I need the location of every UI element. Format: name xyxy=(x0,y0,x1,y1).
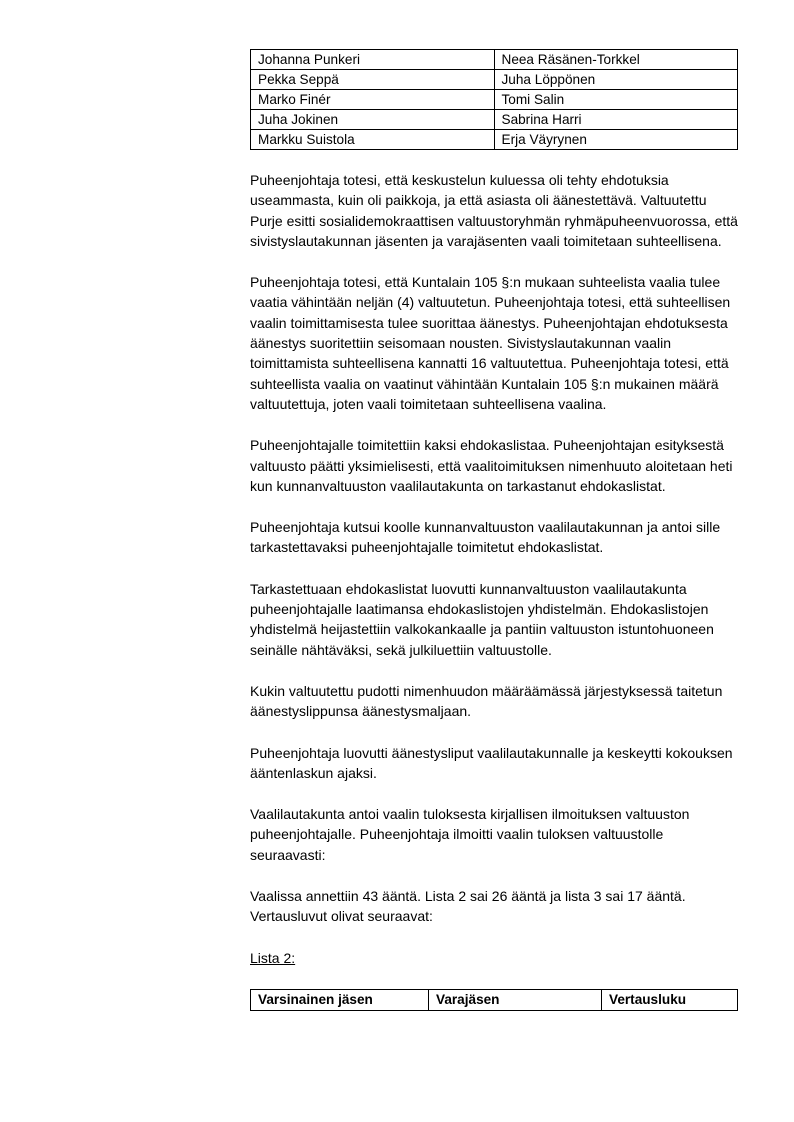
table-row xyxy=(251,130,738,150)
paragraph-combined-lists: Tarkastettuaan ehdokaslistat luovutti kunnanvaltuuston vaalilautakunta puheenjohtajalle laatimansa ehdokaslistojen yhdistelmän. Ehdokaslistojen yhdistelmä heijastettiin valkokankaalle ja pantiin valtuuston istuntohuoneen seinälle nähtäväksi, sekä julkiluettiin valtuustolle. xyxy=(250,580,714,658)
table-header-row xyxy=(251,989,738,1010)
table-row xyxy=(251,110,738,130)
paragraph-proposals: Puheenjohtaja totesi, että keskustelun kuluessa oli tehty ehdotuksia useammasta, kuin oli paikkoja, ja että asiasta oli äänestettävä. Valtuutettu Purje esitti sosialidemokraattisen valtuustoryhmän ryhmäpuheenvuorossa, että sivistyslautakunnan jäsenten ja varajäsenten vaali toimitetaan suhteellisena. xyxy=(250,172,738,249)
deputy-name: Tomi Salin xyxy=(494,90,738,110)
member-name: Markku Suistola xyxy=(251,130,495,150)
paragraph-election-board: Puheenjohtaja kutsui koolle kunnanvaltuuston vaalilautakunnan ja antoi sille tarkastettavaksi puheenjohtajalle toimitetut ehdokaslistat. xyxy=(250,519,721,556)
column-header-member: Varsinainen jäsen xyxy=(251,989,429,1010)
paragraph-vote-totals: Vaalissa annettiin 43 ääntä. Lista 2 sai 26 ääntä ja lista 3 sai 17 ääntä. Vertausluvut olivat seuraavat: xyxy=(250,888,686,925)
paragraph-candidate-lists: Puheenjohtajalle toimitettiin kaksi ehdokaslistaa. Puheenjohtajan esityksestä valtuusto päätti yksimielisesti, että vaalitoimituksen nimenhuuto aloitetaan heti kun kunnanvaltuuston vaalilautakunta on tarkastanut ehdokaslistat. xyxy=(250,437,733,494)
paragraph-result-notice: Vaalilautakunta antoi vaalin tuloksesta kirjallisen ilmoituksen valtuuston puheenjohtajalle. Puheenjohtaja ilmoitti vaalin tuloksen valtuustolle seuraavasti: xyxy=(250,806,690,863)
paragraph-counting: Puheenjohtaja luovutti äänestysliput vaalilautakunnalle ja keskeytti kokouksen ääntenlaskun ajaksi. xyxy=(250,744,733,781)
document-page xyxy=(250,49,738,1011)
deputy-name: Neea Räsänen-Torkkel xyxy=(494,50,738,70)
list-heading: Lista 2: xyxy=(250,949,296,966)
table-row xyxy=(251,50,738,70)
member-pairs-table xyxy=(250,49,738,150)
deputy-name: Erja Väyrynen xyxy=(494,130,738,150)
deputy-name: Juha Löppönen xyxy=(494,70,738,90)
table-row xyxy=(251,90,738,110)
member-name: Marko Finér xyxy=(251,90,495,110)
member-name: Juha Jokinen xyxy=(251,110,495,130)
deputy-name: Sabrina Harri xyxy=(494,110,738,130)
paragraph-vote-on-proportional: Puheenjohtaja totesi, että Kuntalain 105 §:n mukaan suhteelista vaalia tulee vaatia vähintään neljän (4) valtuutetun. Puheenjohtaja totesi, että suhteellisen vaalin toimittamisesta tulee suorittaa äänestys. Puheenjohtajan ehdotuksesta äänestys suoritettiin seisomaan nousten. Sivistyslautakunnan vaalin toimittamista suhteellisena kannatti 16 valtuutettua. Puheenjohtaja totesi, että suhteellista vaalia on vaatinut vähintään Kuntalain 105 §:n mukainen määrä valtuutettuja, joten vaali toimitetaan suhteellisena vaalina. xyxy=(250,274,731,412)
comparison-table xyxy=(250,989,738,1011)
member-name: Pekka Seppä xyxy=(251,70,495,90)
member-name: Johanna Punkeri xyxy=(251,50,495,70)
table-row xyxy=(251,70,738,90)
minutes-body xyxy=(250,170,738,968)
column-header-deputy: Varajäsen xyxy=(429,989,602,1010)
paragraph-ballots: Kukin valtuutettu pudotti nimenhuudon määräämässä järjestyksessä taitetun äänestyslippunsa äänestysmaljaan. xyxy=(250,682,723,720)
column-header-comparison-number: Vertausluku xyxy=(602,989,738,1010)
